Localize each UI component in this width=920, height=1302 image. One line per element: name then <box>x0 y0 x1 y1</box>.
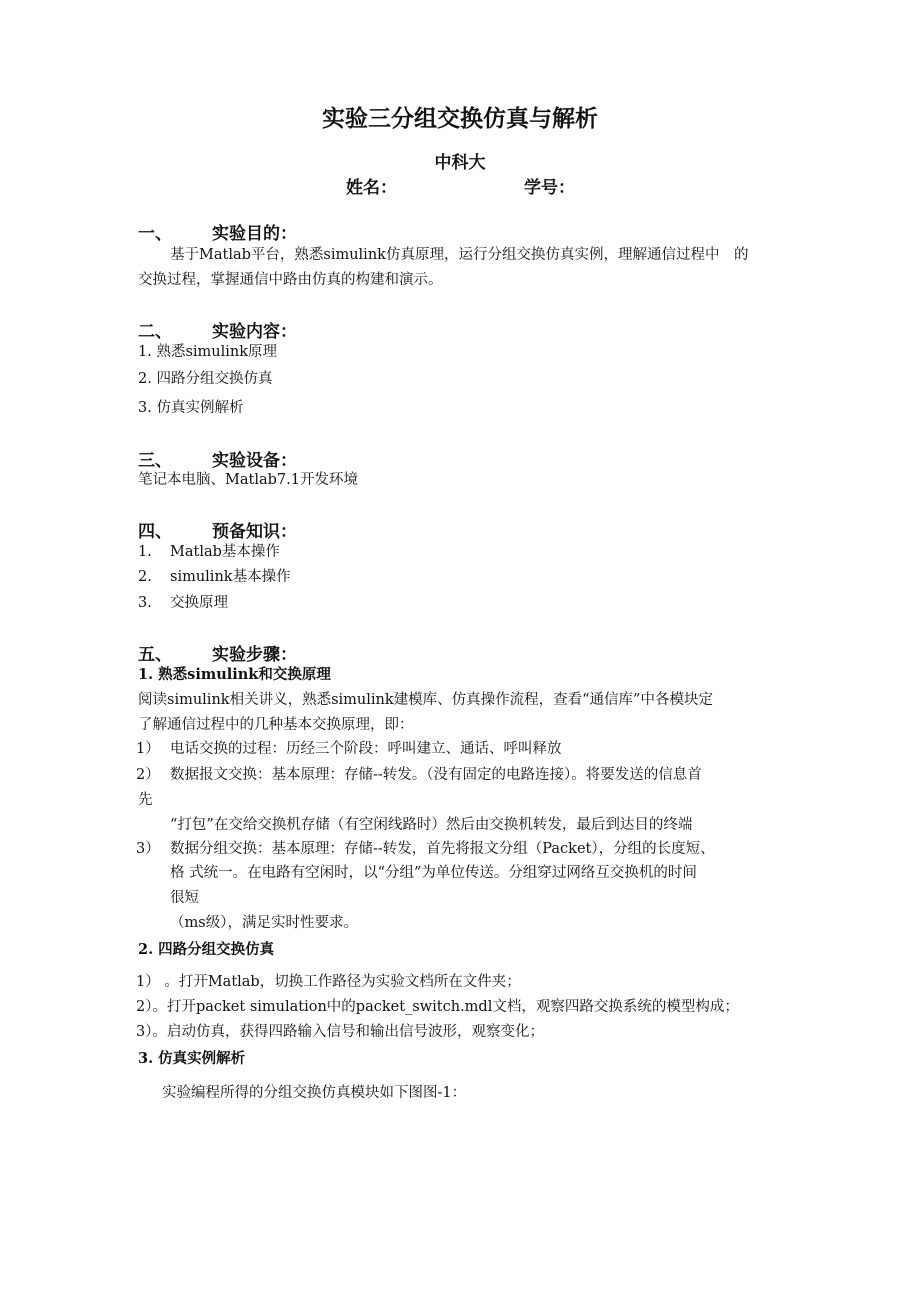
subsection-3-heading: 3. 仿真实例解析 <box>138 1050 246 1067</box>
section-5-number: 五、 <box>138 645 172 665</box>
section-4-item-1-number: 1. <box>138 544 152 560</box>
document-title: 实验三分组交换仿真与解析 <box>322 106 598 132</box>
subsection-2-step-3: 3）。启动仿真，获得四路输入信号和输出信号波形，观察变化； <box>136 1024 544 1040</box>
point-3-line-4: （ms级），满足实时性要求。 <box>170 915 358 931</box>
section-1-text-line-2: 交换过程，掌握通信中路由仿真的构建和演示。 <box>138 272 443 288</box>
section-5-title: 实验步骤： <box>212 645 297 665</box>
subsection-3-text: 实验编程所得的分组交换仿真模块如下图图-1： <box>162 1085 467 1101</box>
section-3-text: 笔记本电脑、Matlab7.1开发环境 <box>138 472 358 488</box>
section-2-item-2: 2. 四路分组交换仿真 <box>138 371 273 387</box>
subsection-1-intro-line-2: 了解通信过程中的几种基本交换原理，即： <box>138 717 414 733</box>
subsection-2-heading: 2. 四路分组交换仿真 <box>138 941 275 958</box>
section-4-item-3-number: 3. <box>138 595 152 611</box>
subsection-2-step-2: 2）。打开packet simulation中的packet_switch.mdl文档，观察四路交换系统的模型构成； <box>136 999 739 1015</box>
section-4-title: 预备知识： <box>212 522 297 542</box>
subsection-1-intro-line-1: 阅读simulink相关讲义，熟悉simulink建模库、仿真操作流程，查看“通信库”中各模块定 <box>138 692 713 708</box>
section-4-item-3-text: 交换原理 <box>170 595 228 611</box>
section-4-item-2-number: 2. <box>138 569 152 585</box>
section-3-title: 实验设备： <box>212 451 297 471</box>
subsection-2-step-1: 1） 。打开Matlab，切换工作路径为实验文档所在文件夹； <box>136 974 521 990</box>
point-1-number: 1） <box>136 741 160 757</box>
section-3-number: 三、 <box>138 451 172 471</box>
point-2-number: 2） <box>136 767 160 783</box>
point-3-line-3: 很短 <box>170 890 199 906</box>
name-label: 姓名： <box>346 178 397 198</box>
student-id-label: 学号： <box>524 178 575 198</box>
point-3-line-2: 格 式统一。在电路有空闲时，以“分组”为单位传送。分组穿过网络互交换机的时间 <box>170 865 697 881</box>
point-2-text: 数据报文交换：基本原理：存储--转发。（没有固定的电路连接）。将要发送的信息首 <box>170 767 702 783</box>
point-3-text: 数据分组交换：基本原理：存储--转发，首先将报文分组（Packet），分组的长度短、 <box>170 841 715 857</box>
subsection-1-heading: 1. 熟悉simulink和交换原理 <box>138 666 331 683</box>
section-1-title: 实验目的： <box>212 224 297 244</box>
point-2-tail: 先 <box>138 792 153 808</box>
section-1-number: 一、 <box>138 224 172 244</box>
point-1-text: 电话交换的过程：历经三个阶段：呼叫建立、通话、呼叫释放 <box>170 741 562 757</box>
point-3-number: 3） <box>136 841 160 857</box>
point-2-continuation: “打包”在交给交换机存储（有空闲线路时）然后由交换机转发，最后到达目的终端 <box>170 817 693 833</box>
section-2-number: 二、 <box>138 322 172 342</box>
section-4-number: 四、 <box>138 522 172 542</box>
section-1-text-line-1: 基于Matlab平台，熟悉simulink仿真原理，运行分组交换仿真实例，理解通信过程中 的 <box>170 247 749 263</box>
section-2-item-1: 1. 熟悉simulink原理 <box>138 344 278 360</box>
section-2-item-3: 3. 仿真实例解析 <box>138 400 244 416</box>
author-name: 中科大 <box>434 153 486 173</box>
section-4-item-2-text: simulink基本操作 <box>170 569 291 585</box>
section-4-item-1-text: Matlab基本操作 <box>170 544 280 560</box>
section-2-title: 实验内容： <box>212 322 297 342</box>
